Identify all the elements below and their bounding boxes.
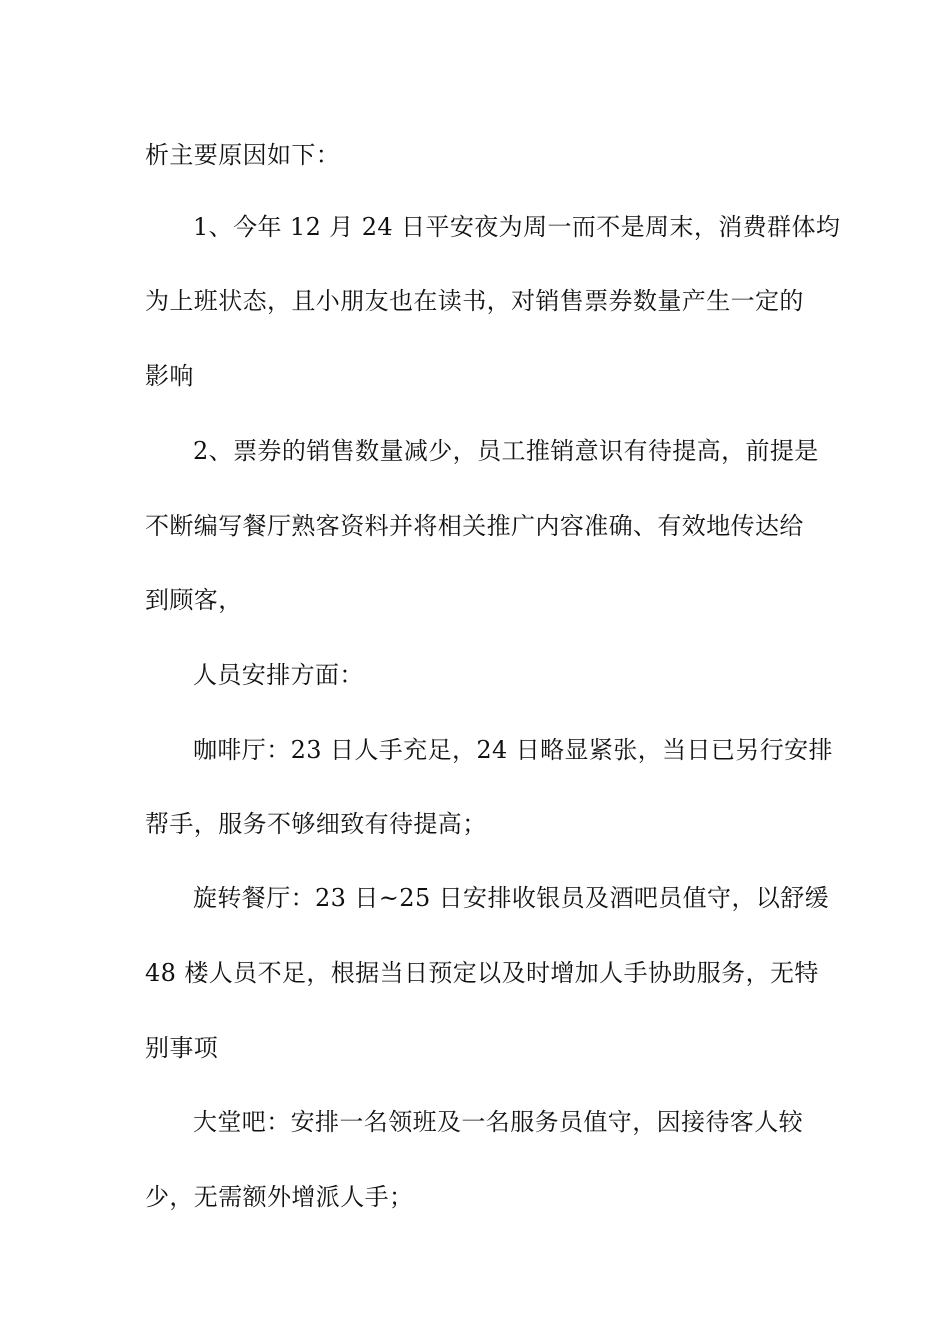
text-line: 不断编写餐厅熟客资料并将相关推广内容准确、有效地传达给 [145, 512, 804, 540]
text-line: 别事项 [145, 1034, 219, 1062]
text-line: 析主要原因如下： [145, 141, 341, 169]
text-line: 48 楼人员不足，根据当日预定以及时增加人手协助服务，无特 [145, 959, 819, 987]
text-line: 影响 [145, 362, 194, 390]
text-line: 1、今年 12 月 24 日平安夜为周一而不是周末，消费群体均 [193, 213, 841, 241]
text-line: 帮手，服务不够细致有待提高； [145, 810, 487, 838]
text-line: 到顾客， [145, 586, 243, 614]
section-heading: 人员安排方面： [193, 661, 364, 689]
text-line: 大堂吧：安排一名领班及一名服务员值守，因接待客人较 [193, 1108, 803, 1136]
text-line: 咖啡厅：23 日人手充足，24 日略显紧张，当日已另行安排 [193, 736, 833, 764]
text-line: 旋转餐厅：23 日~25 日安排收银员及酒吧员值守，以舒缓 [193, 884, 830, 912]
text-line: 为上班状态，且小朋友也在读书，对销售票券数量产生一定的 [145, 287, 804, 315]
text-line: 少，无需额外增派人手； [145, 1183, 414, 1211]
text-line: 2、票券的销售数量减少，员工推销意识有待提高，前提是 [193, 437, 819, 465]
